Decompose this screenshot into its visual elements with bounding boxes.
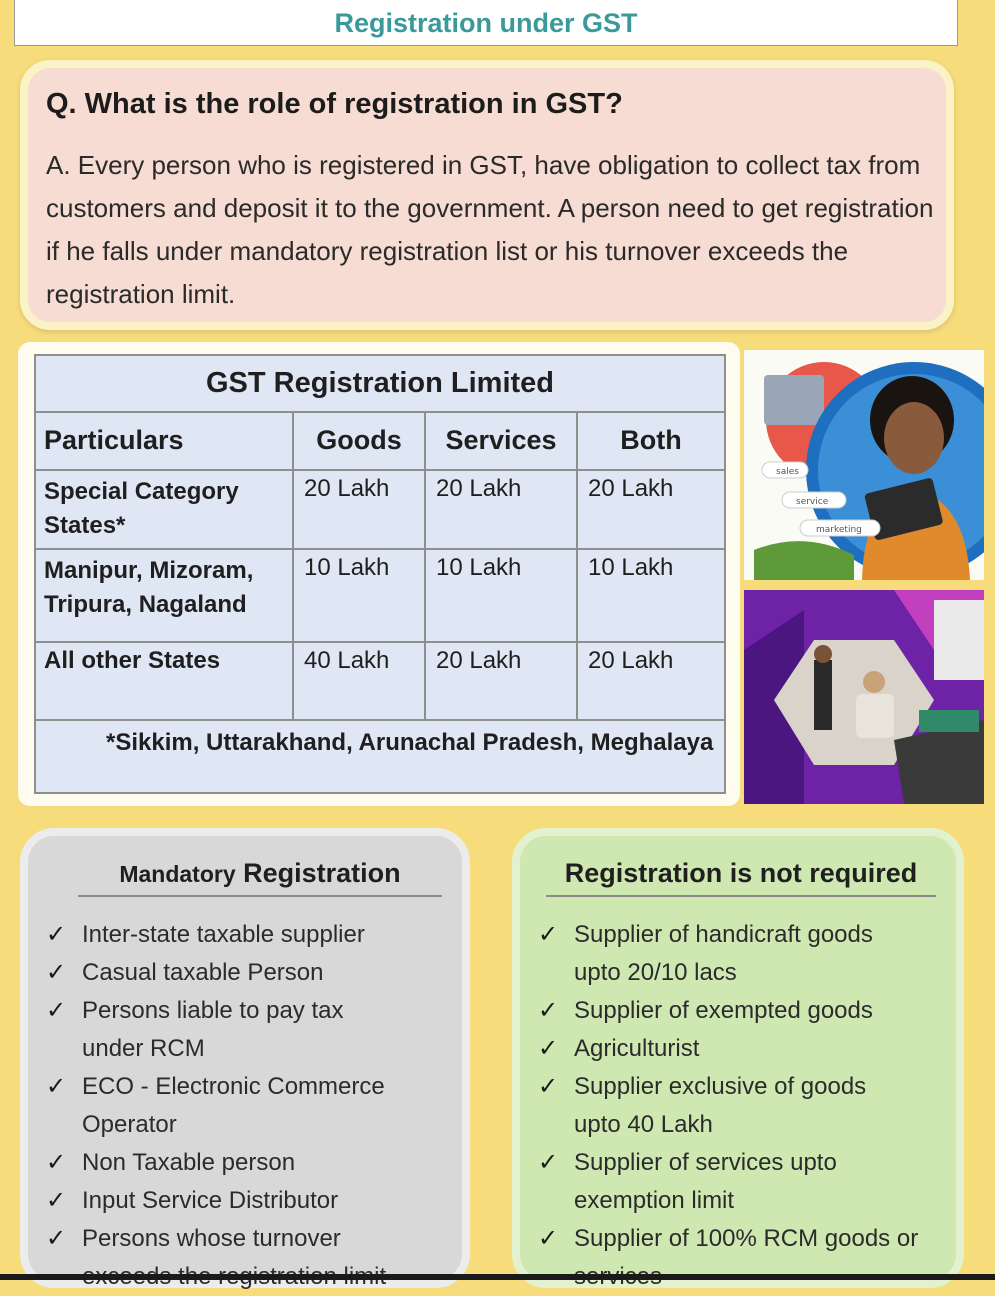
row-particular: Special Category States*	[35, 470, 293, 549]
list-item	[530, 1144, 874, 1220]
table-row	[35, 642, 725, 721]
mandatory-heading	[78, 858, 442, 897]
list-item	[38, 954, 458, 992]
mandatory-registration-card	[20, 828, 470, 1288]
table-row	[35, 470, 725, 549]
table-title: GST Registration Limited	[35, 355, 725, 412]
title-bar	[14, 0, 958, 46]
check-icon: ✓	[46, 1225, 67, 1252]
list-item-text: Supplier exclusive of goods upto 40 Lakh	[574, 1073, 867, 1138]
office-team-photo	[744, 590, 984, 804]
question-text: Q. What is the role of registration in GST?	[46, 88, 623, 120]
list-item	[530, 916, 904, 992]
registration-limit-table	[34, 354, 726, 794]
header-particulars: Particulars	[35, 412, 293, 471]
header-both: Both	[577, 412, 725, 471]
row-services: 20 Lakh	[425, 642, 577, 721]
list-item-text: Supplier of exempted goods	[574, 997, 873, 1024]
registration-limit-card	[18, 342, 740, 806]
check-icon: ✓	[46, 921, 67, 948]
list-item-text: Supplier of 100% RCM goods or	[574, 1225, 919, 1252]
list-item-text: ECO - Electronic Commerce Operator	[82, 1073, 385, 1138]
row-both: 10 Lakh	[577, 549, 725, 642]
row-both: 20 Lakh	[577, 470, 725, 549]
list-item	[530, 1030, 930, 1068]
check-icon: ✓	[538, 1035, 559, 1062]
check-icon: ✓	[538, 921, 559, 948]
list-item-text: Non Taxable person	[82, 1149, 296, 1176]
list-item-text: Input Service Distributor	[82, 1187, 339, 1214]
check-icon: ✓	[46, 1187, 67, 1214]
list-item	[530, 1068, 904, 1144]
row-particular: Manipur, Mizoram, Tripura, Nagaland	[35, 549, 293, 642]
table-footnote: *Sikkim, Uttarakhand, Arunachal Pradesh, Meghalaya	[35, 720, 725, 793]
mandatory-heading-small: Mandatory	[119, 861, 236, 887]
list-item-text: Agriculturist	[574, 1035, 700, 1062]
tablet-woman-icon	[744, 350, 984, 580]
list-item	[38, 1144, 458, 1182]
check-icon: ✓	[46, 997, 67, 1024]
check-icon: ✓	[538, 1073, 559, 1100]
list-item-text: Persons liable to pay tax under RCM	[82, 997, 344, 1062]
list-item-text: Supplier of services upto exemption limit	[574, 1149, 837, 1214]
list-item	[38, 992, 402, 1068]
not-required-list	[530, 916, 930, 1296]
list-item	[38, 1068, 402, 1144]
list-item	[530, 1220, 934, 1296]
check-icon: ✓	[538, 997, 559, 1024]
row-services: 10 Lakh	[425, 549, 577, 642]
registration-not-required-card	[512, 828, 964, 1288]
tag-marketing: marketing	[816, 525, 862, 535]
mandatory-heading-big: Registration	[243, 858, 401, 888]
list-item	[530, 992, 930, 1030]
list-item	[38, 916, 458, 954]
row-goods: 20 Lakh	[293, 470, 425, 549]
header-services: Services	[425, 412, 577, 471]
tag-service: service	[796, 497, 829, 507]
list-item	[38, 1220, 422, 1296]
answer-text: A. Every person who is registered in GST, have obligation to collect tax from customers and deposit it to the government. A person need to get registration if he falls under mandatory registration list or his turnover exceeds the registration limit.	[46, 150, 934, 309]
list-item-text: Inter-state taxable supplier	[82, 921, 365, 948]
list-item-text: Persons whose turnover	[82, 1225, 341, 1252]
check-icon: ✓	[46, 959, 67, 986]
header-goods: Goods	[293, 412, 425, 471]
tag-sales: sales	[776, 467, 799, 477]
not-required-heading: Registration is not required	[546, 858, 936, 897]
list-item-text: Supplier of handicraft goods upto 20/10 lacs	[574, 921, 873, 986]
check-icon: ✓	[538, 1225, 559, 1252]
check-icon: ✓	[538, 1149, 559, 1176]
business-woman-illustration	[744, 350, 984, 580]
table-row	[35, 549, 725, 642]
list-item-text: Casual taxable Person	[82, 959, 324, 986]
list-item	[38, 1182, 458, 1220]
qa-card	[20, 60, 954, 330]
row-both: 20 Lakh	[577, 642, 725, 721]
row-goods: 10 Lakh	[293, 549, 425, 642]
page-title: Registration under GST	[334, 8, 638, 38]
row-particular: All other States	[35, 642, 293, 721]
row-services: 20 Lakh	[425, 470, 577, 549]
mandatory-list	[38, 916, 458, 1296]
bottom-edge-divider	[0, 1274, 995, 1280]
hexagon-photo-icon	[744, 590, 984, 804]
row-goods: 40 Lakh	[293, 642, 425, 721]
check-icon: ✓	[46, 1149, 67, 1176]
check-icon: ✓	[46, 1073, 67, 1100]
